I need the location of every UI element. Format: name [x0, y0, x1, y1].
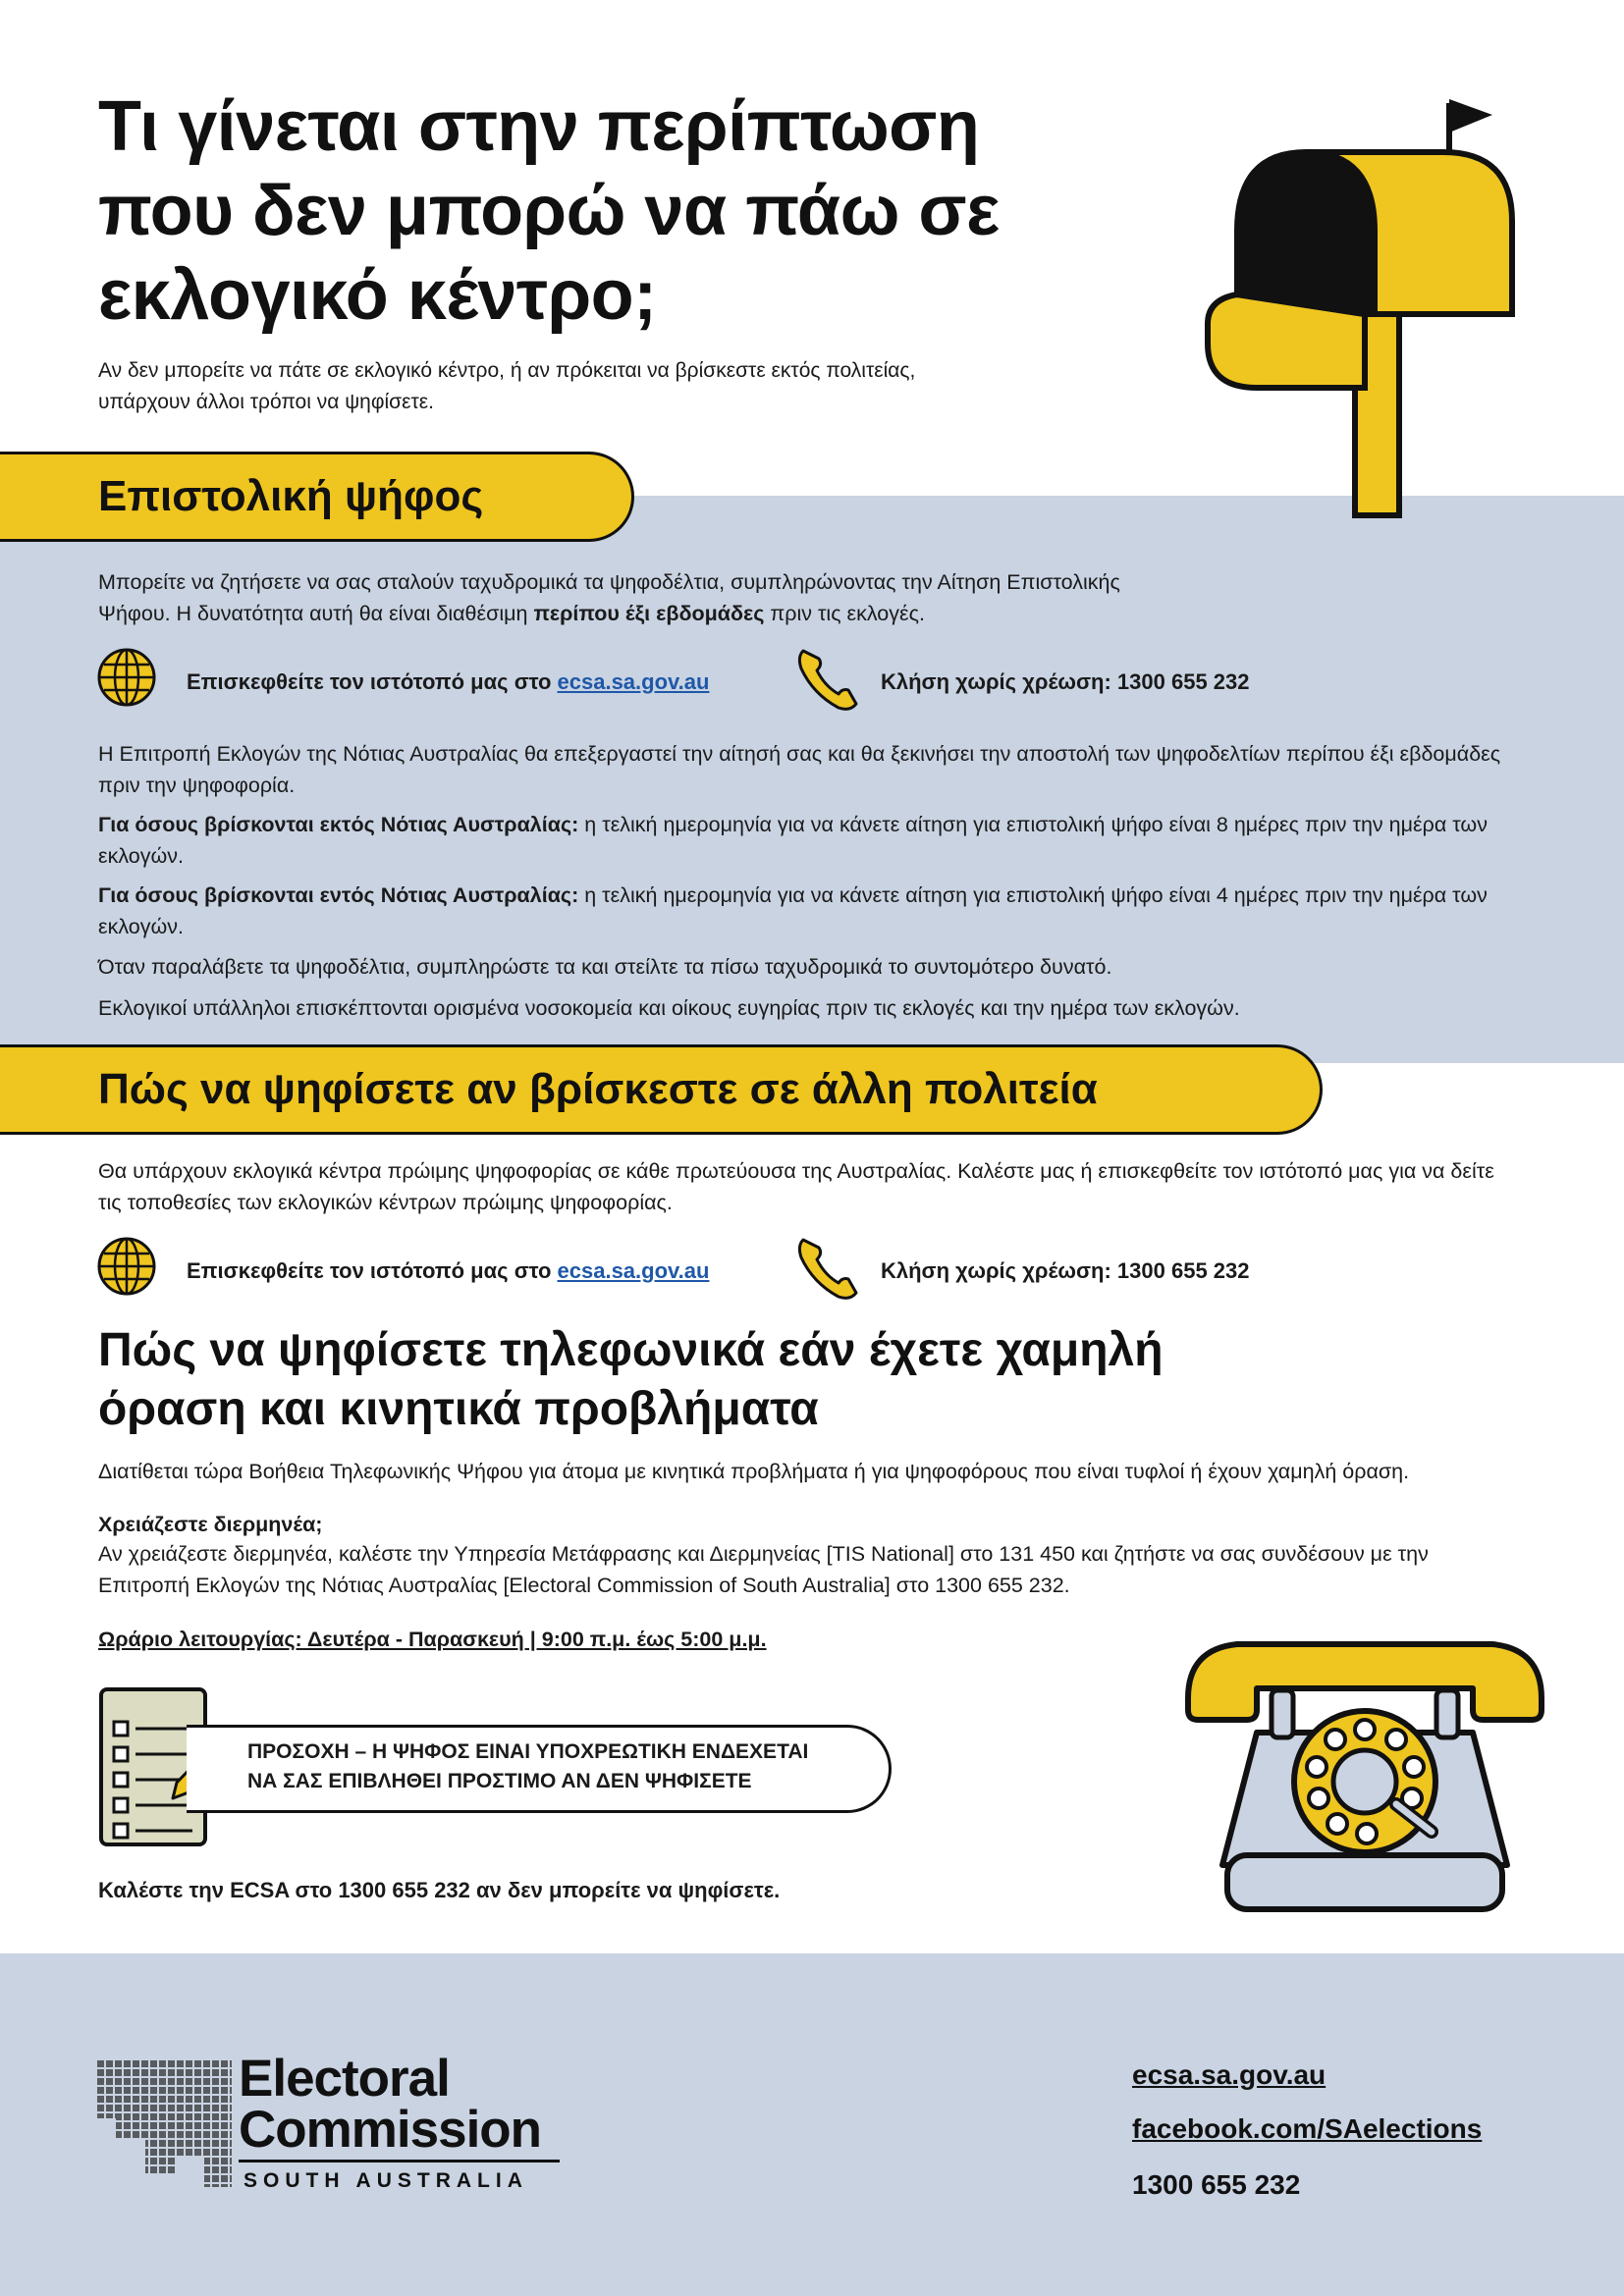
rotary-telephone-icon — [1178, 1629, 1551, 1924]
globe-icon — [96, 1236, 157, 1297]
postal-paragraph-2: Η Επιτροπή Εκλογών της Νότιας Αυστραλίας θα επεξεργαστεί την αίτησή σας και θα ξεκινήσει την αποστολή των ψηφοδελτίων περίπου έξι εβδομάδες πριν την ψηφοφορία. — [98, 742, 1501, 797]
postal-paragraph-5: Όταν παραλάβετε τα ψηφοδέλτια, συμπληρώστε τα και στείλτε τα πίσω ταχυδρομικά το συντομότερο δυνατό. — [98, 955, 1112, 979]
phone-vote-paragraph: Διατίθεται τώρα Βοήθεια Τηλεφωνικής Ψήφου για άτομα με κινητικά προβλήματα ή για ψηφοφόρους που είναι τυφλοί ή έχουν χαμηλή όραση. — [98, 1460, 1410, 1483]
phone-icon — [795, 643, 864, 714]
postal-paragraph-4 — [98, 880, 1522, 942]
postal-p3-bold: Για όσους βρίσκονται εκτός Νότιας Αυστραλίας: — [98, 813, 579, 836]
interstate-visit-label: Επισκεφθείτε τον ιστότοπό μας στο — [187, 1258, 558, 1283]
postal-website-link[interactable]: ecsa.sa.gov.au — [557, 669, 710, 694]
postal-visit-website — [187, 669, 709, 695]
ecsa-logo-dots-icon — [96, 2059, 244, 2197]
logo-line-3: SOUTH AUSTRALIA — [244, 2169, 528, 2192]
interstate-call-free: Κλήση χωρίς χρέωση: 1300 655 232 — [881, 1258, 1250, 1283]
page-title: Τι γίνεται στην περίπτωση που δεν μπορώ να πάω σε εκλογικό κέντρο; — [98, 87, 1000, 335]
opening-hours: Ωράριο λειτουργίας: Δευτέρα - Παρασκευή | 9:00 π.μ. έως 5:00 μ.μ. — [98, 1628, 767, 1651]
interstate-heading: Πώς να ψηφίσετε αν βρίσκεστε σε άλλη πολιτεία — [98, 1065, 1098, 1113]
warning-line-2: ΝΑ ΣΑΣ ΕΠΙΒΛΗΘΕΙ ΠΡΟΣΤΙΜΟ ΑΝ ΔΕΝ ΨΗΦΙΣΕΤΕ — [247, 1770, 752, 1792]
postal-paragraph-1 — [98, 566, 1198, 629]
postal-heading: Επιστολική ψήφος — [98, 472, 484, 520]
ecsa-logo-text — [239, 2050, 542, 2159]
phone-icon — [795, 1232, 864, 1303]
logo-line-1: Electoral — [239, 2050, 450, 2108]
postal-p1-bold: περίπου έξι εβδομάδες — [533, 602, 765, 625]
postal-p4-bold: Για όσους βρίσκονται εντός Νότιας Αυστραλίας: — [98, 883, 579, 907]
interpreter-heading: Χρειάζεστε διερμηνέα; — [98, 1513, 323, 1536]
interpreter-text: Αν χρειάζεστε διερμηνέα, καλέστε την Υπηρεσία Μετάφρασης και Διερμηνείας [TIS National] στο 131 450 και ζητήστε να σας συνδέσουν με την Επιτροπή Εκλογών της Νότιας Αυστραλίας [Electoral Commission of South Australia] στο 1300 655 232. — [98, 1542, 1429, 1597]
postal-heading-banner — [0, 452, 634, 542]
interstate-paragraph: Θα υπάρχουν εκλογικά κέντρα πρώιμης ψηφοφορίας σε κάθε πρωτεύουσα της Αυστραλίας. Καλέστε μας ή επισκεφθείτε τον ιστότοπό μας για να δείτε τις τοποθεσίες των εκλογικών κέντρων πρώιμης ψηφοφορίας. — [98, 1159, 1494, 1214]
mailbox-icon — [1198, 93, 1551, 525]
interstate-website-link[interactable]: ecsa.sa.gov.au — [557, 1258, 710, 1283]
postal-p3-text: η τελική ημερομηνία για να κάνετε αίτηση για επιστολική ψήφο είναι 8 ημέρες πριν την ημέρα των εκλογών. — [98, 813, 1488, 868]
call-ecsa-text: Καλέστε την ECSA στο 1300 655 232 αν δεν μπορείτε να ψηφίσετε. — [98, 1878, 781, 1902]
footer-facebook-link[interactable]: facebook.com/SAelections — [1132, 2113, 1483, 2144]
warning-line-1: ΠΡΟΣΟΧΗ – Η ΨΗΦΟΣ ΕΙΝΑΙ ΥΠΟΧΡΕΩΤΙΚΗ ΕΝΔΕΧΕΤΑΙ — [247, 1740, 809, 1763]
postal-paragraph-6: Εκλογικοί υπάλληλοι επισκέπτονται ορισμένα νοσοκομεία και οίκους ευγηρίας πριν τις εκλογές και την ημέρα των εκλογών. — [98, 996, 1240, 1020]
footer-phone: 1300 655 232 — [1132, 2169, 1301, 2200]
phone-vote-heading: Πώς να ψηφίσετε τηλεφωνικά εάν έχετε χαμηλή όραση και κινητικά προβλήματα — [98, 1324, 1164, 1435]
postal-visit-label: Επισκεφθείτε τον ιστότοπό μας στο — [187, 669, 558, 694]
intro-text: Αν δεν μπορείτε να πάτε σε εκλογικό κέντρο, ή αν πρόκειται να βρίσκεστε εκτός πολιτείας, υπάρχουν άλλοι τρόποι να ψηφίσετε. — [98, 359, 916, 413]
interstate-heading-banner — [0, 1044, 1323, 1135]
warning-text — [247, 1737, 876, 1796]
interstate-visit-website — [187, 1258, 709, 1284]
globe-icon — [96, 647, 157, 708]
postal-p4-text: η τελική ημερομηνία για να κάνετε αίτηση για επιστολική ψήφο είναι 4 ημέρες πριν την ημέρα των εκλογών. — [98, 883, 1488, 938]
postal-p1-text: Μπορείτε να ζητήσετε να σας σταλούν ταχυδρομικά τα ψηφοδέλτια, συμπληρώνοντας την Αίτηση Επιστολικής Ψήφου. Η δυνατότητα αυτή θα είναι διαθέσιμη — [98, 570, 1120, 625]
footer-website-link[interactable]: ecsa.sa.gov.au — [1132, 2059, 1326, 2090]
postal-p1-end: πριν τις εκλογές. — [764, 602, 925, 625]
logo-line-2: Commission — [239, 2101, 542, 2159]
postal-paragraph-3 — [98, 809, 1522, 872]
logo-divider — [239, 2160, 560, 2163]
postal-call-free: Κλήση χωρίς χρέωση: 1300 655 232 — [881, 669, 1250, 694]
